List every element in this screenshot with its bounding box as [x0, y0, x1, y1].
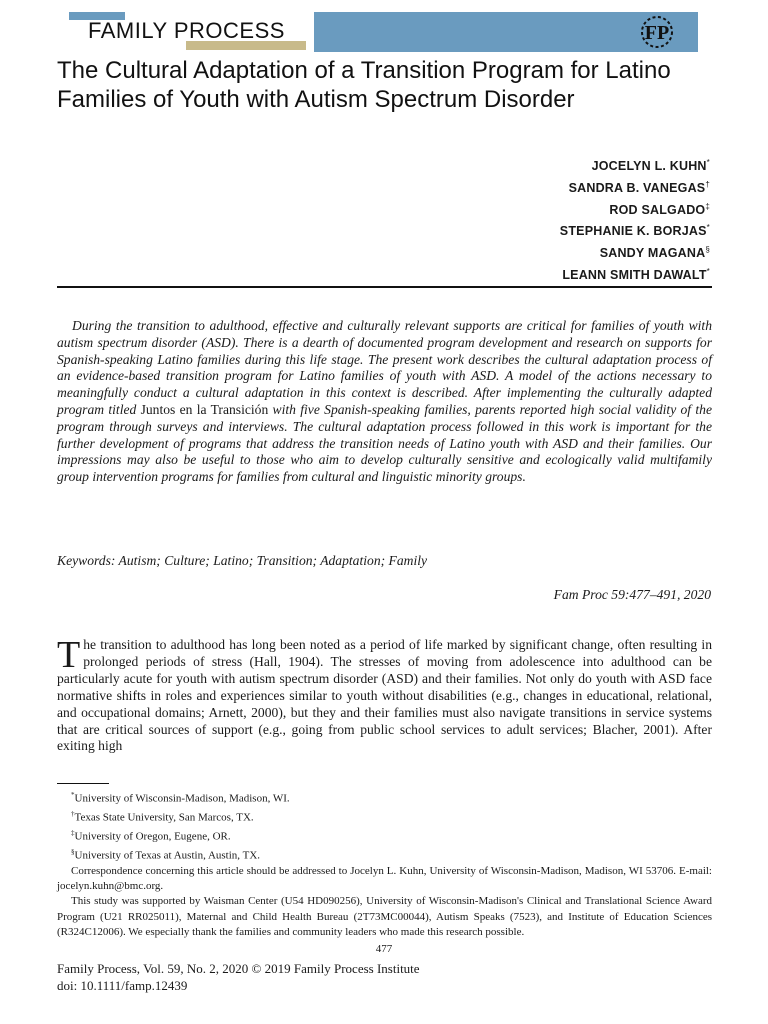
author: ROD SALGADO‡ [609, 201, 710, 217]
article-title: The Cultural Adaptation of a Transition Program for Latino Families of Youth with Autism Spectrum Disorder [57, 57, 671, 113]
affiliation: §University of Texas at Austin, Austin, TX. [71, 847, 261, 862]
citation: Fam Proc 59:477–491, 2020 [553, 587, 711, 602]
family-process-logo-icon [640, 15, 674, 49]
publication-line: Family Process, Vol. 59, No. 2, 2020 © 2019 Family Process Institute [57, 961, 420, 976]
affiliation: *University of Wisconsin-Madison, Madison, WI. [71, 791, 290, 805]
keywords: Keywords: Autism; Culture; Latino; Transition; Adaptation; Family [57, 553, 428, 568]
journal-name: FAMILY PROCESS [88, 18, 285, 43]
logo-lettering: FP [644, 22, 670, 44]
program-name: Juntos en la Transición [140, 401, 269, 417]
author: STEPHANIE K. BORJAS* [559, 223, 710, 239]
author: JOCELYN L. KUHN* [591, 158, 710, 174]
drop-cap: T [57, 634, 81, 676]
abstract: During the transition to adulthood, effective and culturally relevant supports are critical for families of youth with autism spectrum disorder (ASD). There is a dearth of documented program development and research on supports for Spanish-speaking Latino families during this life stage. The present work describes the cultural adaptation process of an evidence-based transition program for Latino families of youth with ASD. A model of the actions necessary to meaningfully conduct a cultural adaptation in this context is described. After implementing the culturally adapted program titled Juntos en la Transición with five Spanish-speaking families, parents reported high social validity of the program through surveys and interviews. The cultural adaptation process followed in this work is important for the further development of programs that address the transition needs of Latino youth with ASD and their families. Our impressions may also be useful to those who aim to develop culturally sensitive and ecologically valid multifamily group intervention programs for families from cultural and linguistic minority groups. [57, 318, 712, 485]
author: SANDY MAGANA§ [599, 245, 710, 261]
correspondence-note: Correspondence concerning this article should be addressed to Jocelyn L. Kuhn, University of Wisconsin-Madison, Madison, WI 53706. E-mail: jocelyn.kuhn@bmc.org. [57, 864, 712, 893]
author-list [560, 154, 710, 285]
affiliation: ‡University of Oregon, Eugene, OR. [71, 828, 231, 843]
footnotes [57, 788, 712, 940]
section-divider [57, 286, 712, 288]
doi: doi: 10.1111/famp.12439 [57, 978, 188, 993]
author: LEANN SMITH DAWALT* [562, 266, 710, 282]
funding-note: This study was supported by Waisman Center (U54 HD090256), University of Wisconsin-Madison's Clinical and Translational Science Award Program (U21 RR025011), Maternal and Child Health Bureau (2T73MC00044), Autism Speaks (7523), and Institute of Education Sciences (R324C12006). We especially thank the families and community leaders who made this research possible. [57, 895, 712, 938]
journal-header-band [314, 12, 698, 52]
journal-header [66, 12, 306, 52]
page-number: 477 [375, 943, 393, 955]
author: SANDRA B. VANEGAS† [568, 179, 710, 195]
publication-info [57, 960, 420, 994]
footnote-divider [57, 783, 109, 784]
affiliation: †Texas State University, San Marcos, TX. [71, 809, 254, 824]
body-paragraph: The transition to adulthood has long been noted as a period of life marked by significant change, often resulting in prolonged periods of stress (Hall, 1904). The stresses of moving from adolescence into adulthood can be particularly acute for youth with autism spectrum disorder (ASD) and their families. Not only do youth with ASD face normative shifts in roles and experiences similar to youth without disabilities (e.g., changes in educational, relational, and occupational domains; Arnett, 2000), but they and their families must also navigate transitions in service systems that are critical sources of support (e.g., going from public school services to adult services; Blacher, 2001). After exiting high [57, 634, 712, 754]
